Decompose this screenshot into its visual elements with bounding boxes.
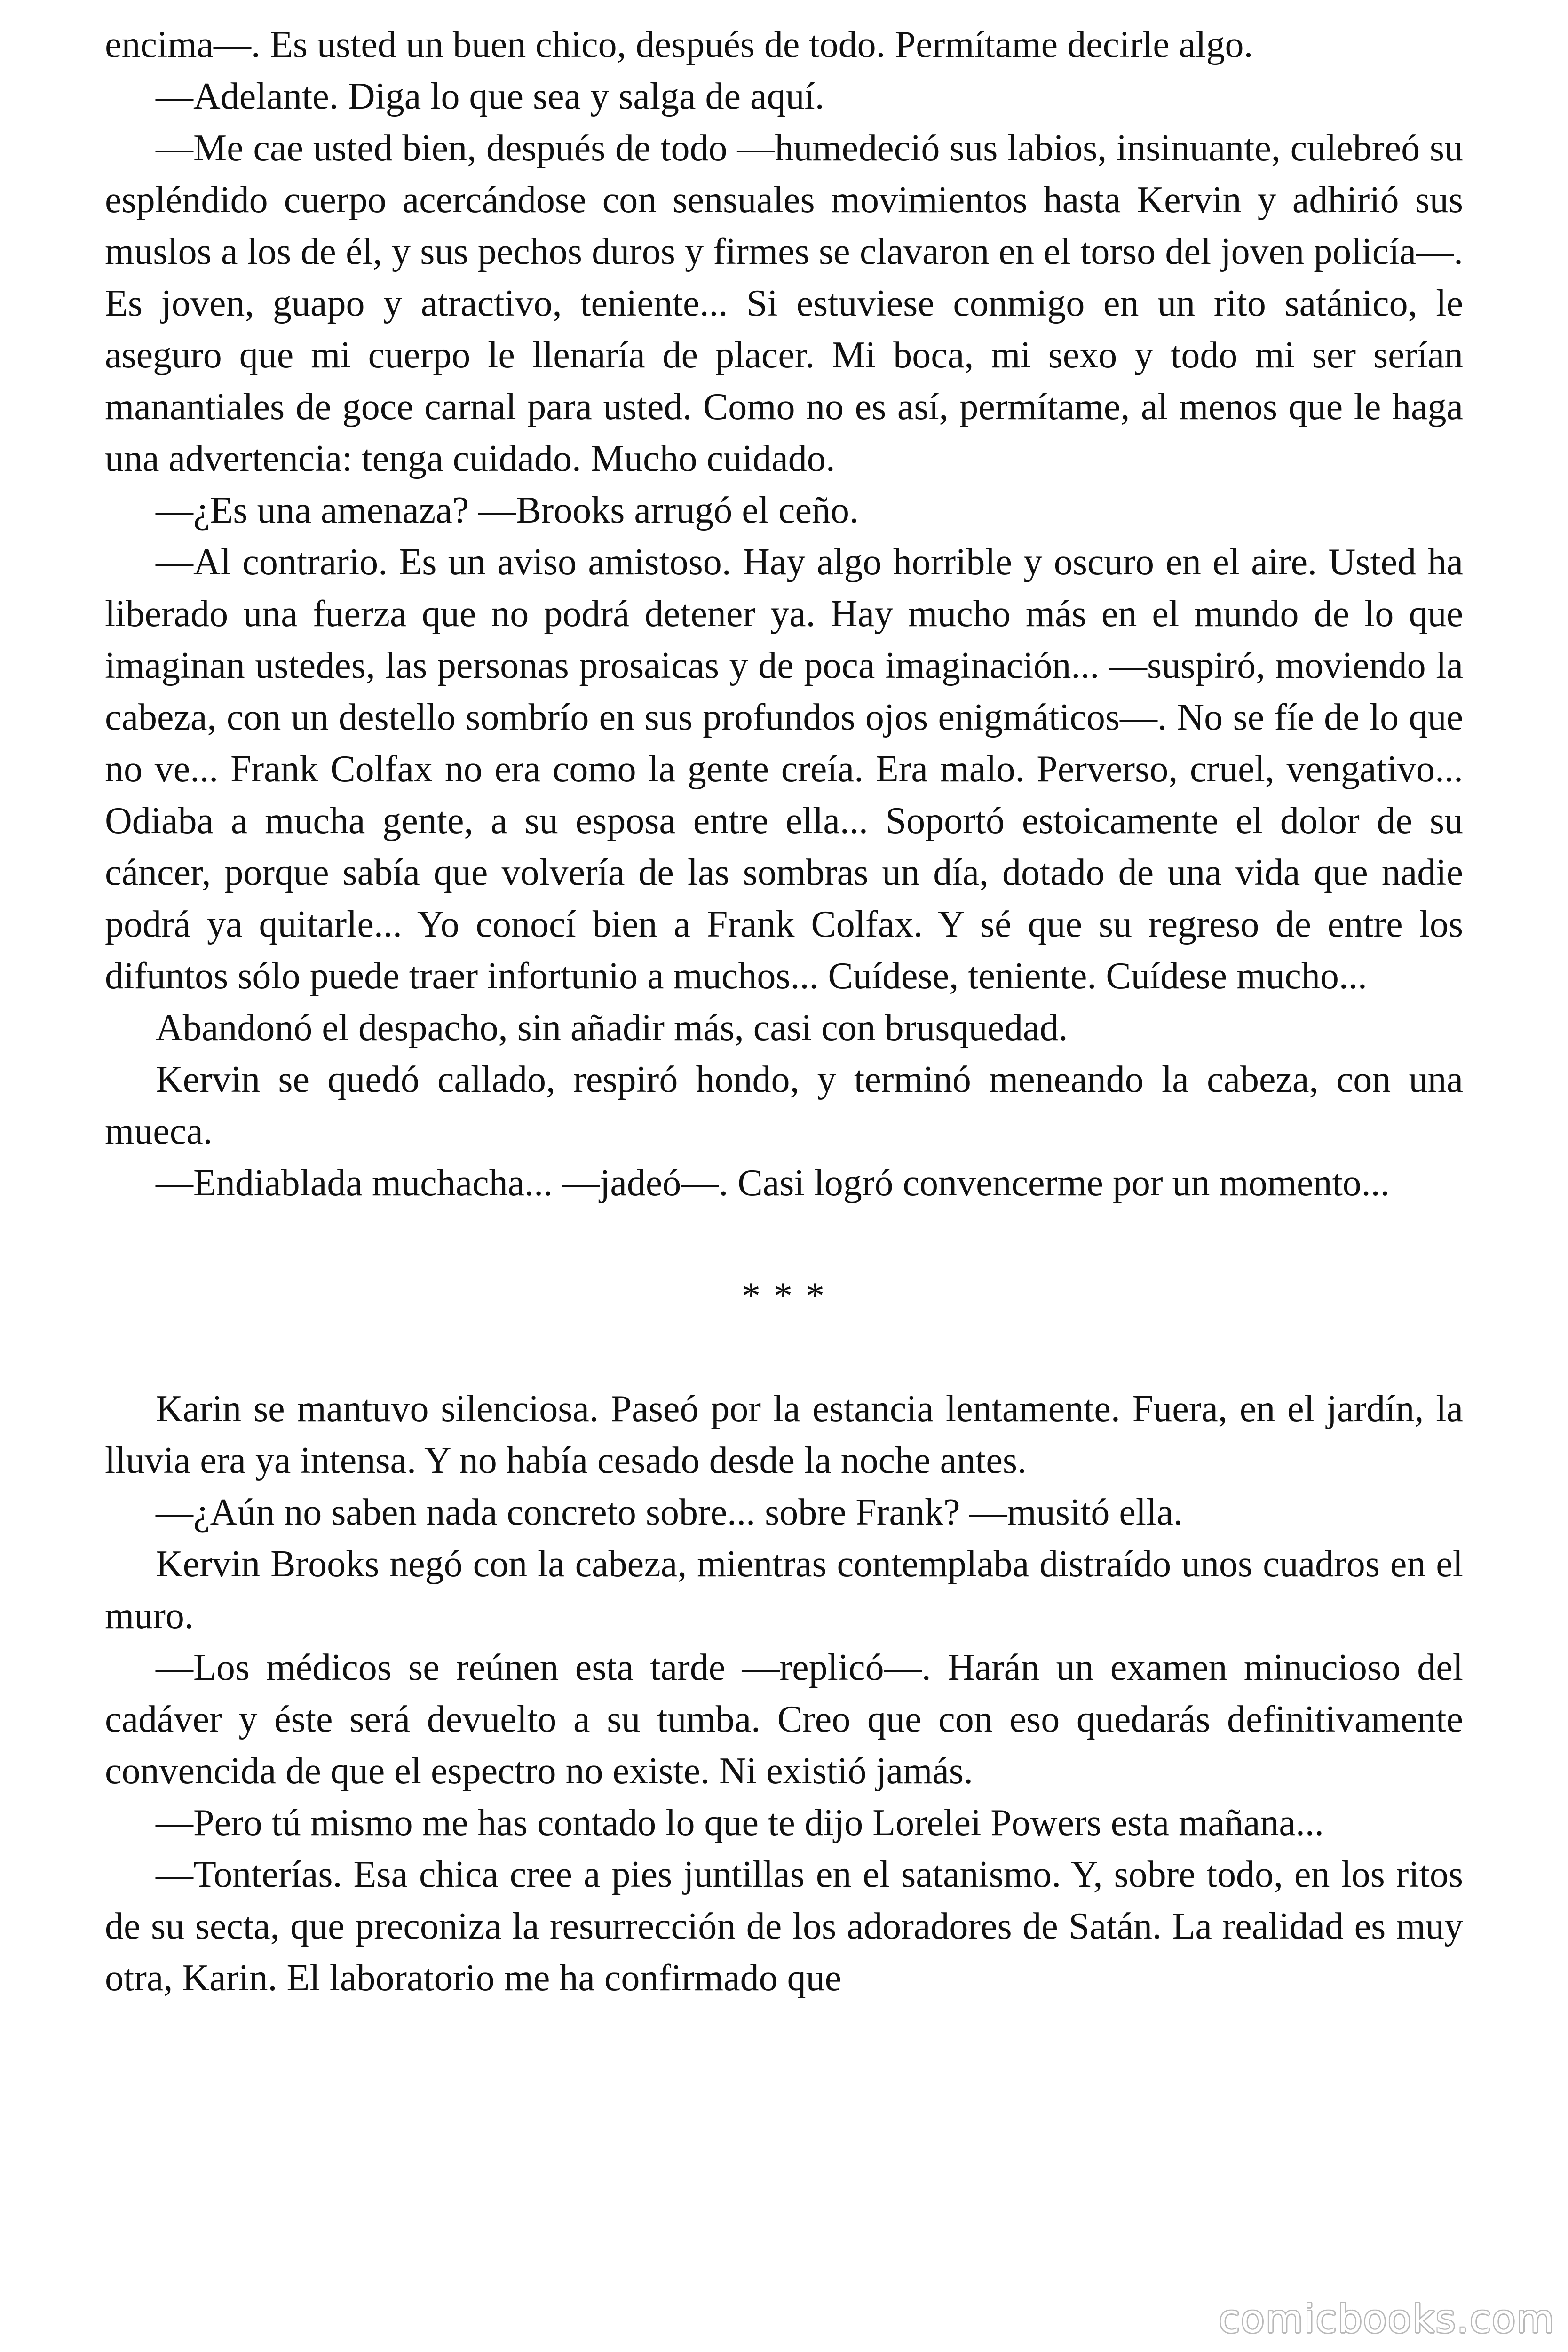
paragraph: —Pero tú mismo me has contado lo que te dijo Lorelei Powers esta mañana...: [156, 1802, 1324, 1843]
paragraph: —Al contrario. Es un aviso amistoso. Hay algo horrible y oscuro en el aire. Usted ha liberado una fuerza que no podrá detener ya. Hay mucho más en el mundo de lo que imaginan ustedes, las personas prosaicas y de poca imaginación... —suspiró, moviendo la cabeza, con un destello sombrío en sus profundos ojos enigmáticos—. No se fíe de lo que no ve... Frank Colfax no era como la gente creía. Era malo. Perverso, cruel, vengativo... Odiaba a mucha gente, a su esposa entre ella... Soportó estoicamente el dolor de su cáncer, porque sabía que volvería de las sombras un día, dotado de una vida que nadie podrá ya quitarle... Yo conocí bien a Frank Colfax. Y sé que su regreso de entre los difuntos sólo puede traer infortunio a muchos... Cuídese, teniente. Cuídese mucho...: [105, 541, 1463, 997]
paragraph: —Adelante. Diga lo que sea y salga de aquí.: [156, 76, 824, 117]
paragraph: —Tonterías. Esa chica cree a pies juntillas en el satanismo. Y, sobre todo, en los ritos de su secta, que preconiza la resurrección de los adoradores de Satán. La realidad es muy otra, Karin. El laboratorio me ha confirmado que: [105, 1854, 1463, 1999]
paragraph: —Los médicos se reúnen esta tarde —replicó—. Harán un examen minucioso del cadáver y éste será devuelto a su tumba. Creo que con eso quedarás definitivamente convencida de que el espectro no existe. Ni existió jamás.: [105, 1647, 1463, 1792]
section-separator: * * *: [742, 1275, 826, 1317]
paragraph: —Me cae usted bien, después de todo —humedeció sus labios, insinuante, culebreó su espléndido cuerpo acercándose con sensuales movimientos hasta Kervin y adhirió sus muslos a los de él, y sus pechos duros y firmes se clavaron en el torso del joven policía—. Es joven, guapo y atractivo, teniente... Si estuviese conmigo en un rito satánico, le aseguro que mi cuerpo le llenaría de placer. Mi boca, mi sexo y todo mi ser serían manantiales de goce carnal para usted. Como no es así, permítame, al menos que le haga una advertencia: tenga cuidado. Mucho cuidado.: [105, 127, 1463, 479]
paragraph: encima—. Es usted un buen chico, después de todo. Permítame decirle algo.: [105, 24, 1253, 65]
paragraph: Abandonó el despacho, sin añadir más, casi con brusquedad.: [156, 1007, 1068, 1049]
paragraph: —¿Es una amenaza? —Brooks arrugó el ceño.: [156, 490, 859, 531]
paragraph: Karin se mantuvo silenciosa. Paseó por la estancia lentamente. Fuera, en el jardín, la lluvia era ya intensa. Y no había cesado desde la noche antes.: [105, 1388, 1463, 1481]
paragraph: —Endiablada muchacha... —jadeó—. Casi logró convencerme por un momento...: [156, 1162, 1390, 1204]
paragraph: Kervin se quedó callado, respiró hondo, y terminó meneando la cabeza, con una mueca.: [105, 1059, 1463, 1152]
watermark-logo: comicbooks.com: [1219, 2297, 1555, 2342]
paragraph: Kervin Brooks negó con la cabeza, mientras contemplaba distraído unos cuadros en el muro.: [105, 1543, 1463, 1637]
paragraph: —¿Aún no saben nada concreto sobre... sobre Frank? —musitó ella.: [156, 1492, 1183, 1533]
document-page: [105, 19, 1463, 2004]
